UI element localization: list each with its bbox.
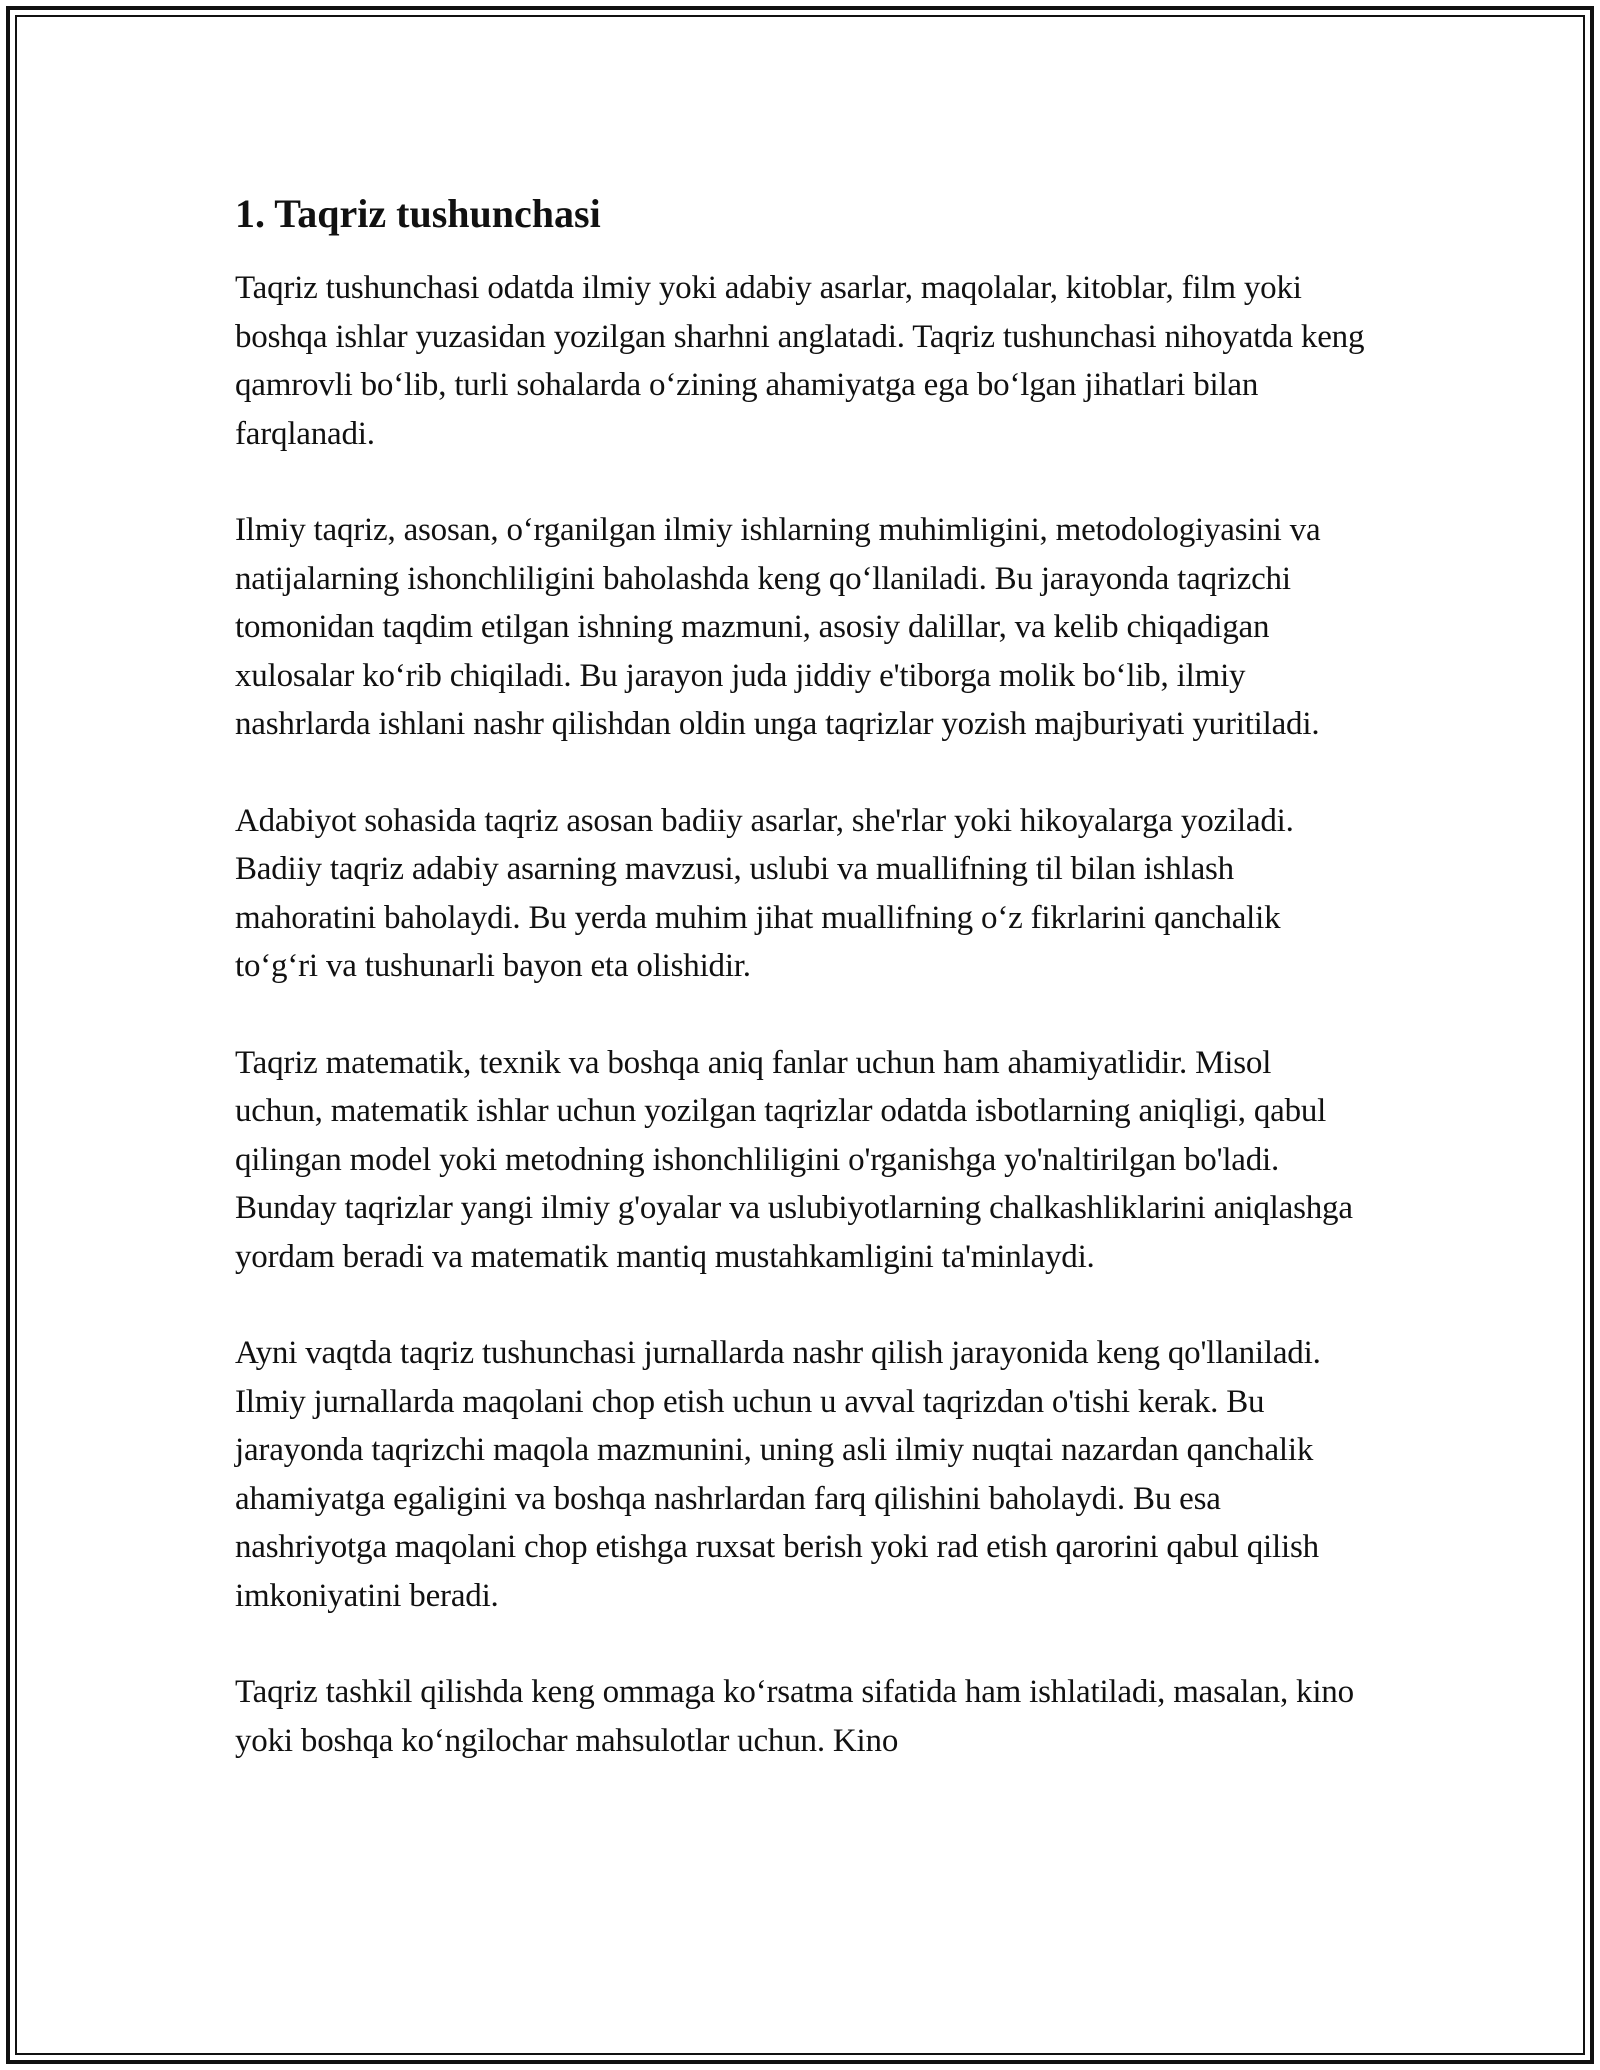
paragraph-3: Adabiyot sohasida taqriz asosan badiiy asarlar, she'rlar yoki hikoyalarga yoziladi. Badiiy taqriz adabiy asarning mavzusi, uslubi va muallifning til bilan ishlash mahoratini baholaydi. Bu yerda muhim jihat muallifning o‘z fikrlarini qanchalik to‘g‘ri va tushunarli bayon eta olishidir. xyxy=(235,802,1294,984)
paragraph-1: Taqriz tushunchasi odatda ilmiy yoki adabiy asarlar, maqolalar, kitoblar, film yoki boshqa ishlar yuzasidan yozilgan sharhni anglatadi. Taqriz tushunchasi nihoyatda keng qamrovli bo‘lib, turli sohalarda o‘zining ahamiyatga ega bo‘lgan jihatlari bilan farqlanadi. xyxy=(235,270,1365,452)
paragraph-4: Taqriz matematik, texnik va boshqa aniq fanlar uchun ham ahamiyatlidir. Misol uchun, matematik ishlar uchun yozilgan taqrizlar odatda isbotlarning aniqligi, qabul qilingan model yoki metodning ishonchliligini o'rganishga yo'naltirilgan bo'ladi. Bunday taqrizlar yangi ilmiy g'oyalar va uslubiyotlarning chalkashliklarini aniqlashga yordam beradi va matematik mantiq mustahkamligini ta'minlaydi. xyxy=(235,1044,1353,1275)
document-body xyxy=(235,186,1365,1765)
paragraph-6: Taqriz tashkil qilishda keng ommaga ko‘rsatma sifatida ham ishlatiladi, masalan, kino yoki boshqa ko‘ngilochar mahsulotlar uchun. Kino xyxy=(235,1674,1354,1759)
paragraph-2: Ilmiy taqriz, asosan, o‘rganilgan ilmiy ishlarning muhimligini, metodologiyasini va natijalarning ishonchliligini baholashda keng qo‘llaniladi. Bu jarayonda taqrizchi tomonidan taqdim etilgan ishning mazmuni, asosiy dalillar, va kelib chiqadigan xulosalar ko‘rib chiqiladi. Bu jarayon juda jiddiy e'tiborga molik bo‘lib, ilmiy nashrlarda ishlani nashr qilishdan oldin unga taqrizlar yozish majburiyati yuritiladi. xyxy=(235,512,1321,742)
section-heading: 1. Taqriz tushunchasi xyxy=(235,191,601,236)
paragraph-5: Ayni vaqtda taqriz tushunchasi jurnallarda nashr qilish jarayonida keng qo'llaniladi. Ilmiy jurnallarda maqolani chop etish uchun u avval taqrizdan o'tishi kerak. Bu jarayonda taqrizchi maqola mazmunini, uning asli ilmiy nuqtai nazardan qanchalik ahamiyatga egaligini va boshqa nashrlardan farq qilishini baholaydi. Bu esa nashriyotga maqolani chop etishga ruxsat berish yoki rad etish qarorini qabul qilish imkoniyatini beradi. xyxy=(235,1335,1321,1614)
